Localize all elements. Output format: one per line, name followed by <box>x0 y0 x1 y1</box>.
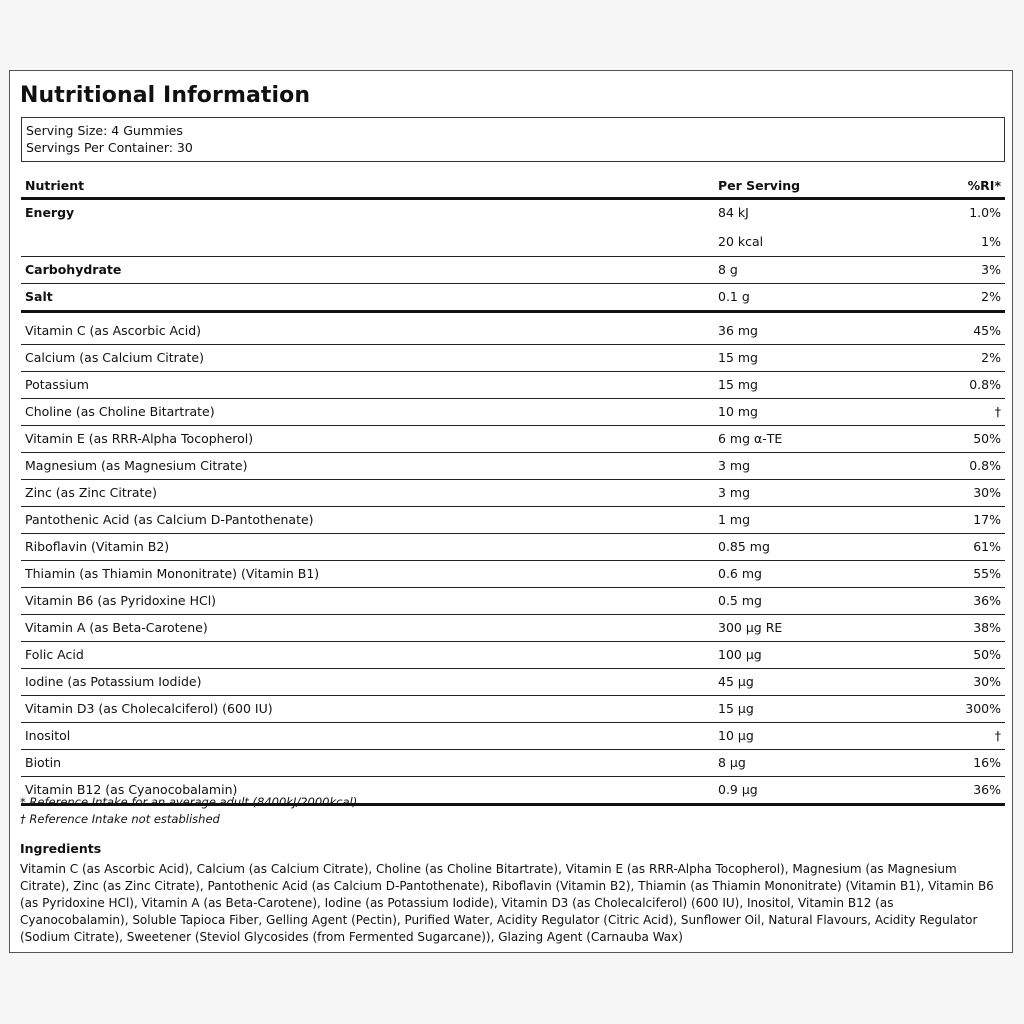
nutrient-amount: 8 μg <box>718 755 746 770</box>
nutrient-ri: 50% <box>973 647 1001 662</box>
nutrient-ri: 61% <box>973 539 1001 554</box>
page-title: Nutritional Information <box>20 83 311 108</box>
nutrient-amount: 100 μg <box>718 647 762 662</box>
nutrient-amount: 15 μg <box>718 701 754 716</box>
table-row <box>21 534 1005 561</box>
nutrient-name: Folic Acid <box>25 647 84 662</box>
ingredients-text: Vitamin C (as Ascorbic Acid), Calcium (as Calcium Citrate), Choline (as Choline Bitartrate), Vitamin E (as RRR-Alpha Tocopherol), Magnesium (as Magnesium Citrate), Zinc (as Zinc Citrate), Pantothenic Acid (as Calcium D-Pantothenate), Riboflavin (Vitamin B2), Thiamin (as Thiamin Mononitrate) (Vitamin B1), Vitamin B6 (as Pyridoxine HCl), Vitamin A (as Beta-Carotene), Iodine (as Potassium Iodide), Vitamin D3 (as Cholecalciferol) (600 IU), Inositol, Vitamin B12 (as Cyanocobalamin), Soluble Tapioca Fiber, Gelling Agent (Pectin), Purified Water, Acidity Regulator (Citric Acid), Sunflower Oil, Natural Flavours, Acidity Regulator (Sodium Citrate), Sweetener (Steviol Glycosides (from Fermented Sugarcane)), Glazing Agent (Carnauba Wax) <box>20 862 994 944</box>
nutrient-amount: 300 μg RE <box>718 620 783 635</box>
table-row <box>21 723 1005 750</box>
table-row <box>21 750 1005 777</box>
table-row <box>21 453 1005 480</box>
nutrient-name: Vitamin E (as RRR-Alpha Tocopherol) <box>25 431 254 446</box>
nutrient-amount: 0.9 μg <box>718 782 758 797</box>
table-row <box>21 313 1005 345</box>
header-ri: %RI* <box>967 178 1001 193</box>
nutrient-name: Choline (as Choline Bitartrate) <box>25 404 215 419</box>
nutrient-name: Zinc (as Zinc Citrate) <box>25 485 158 500</box>
nutrient-name: Pantothenic Acid (as Calcium D-Pantothenate) <box>25 512 314 527</box>
nutrient-name: Inositol <box>25 728 71 743</box>
nutrient-ri: 3% <box>981 262 1001 277</box>
nutrient-rows <box>21 257 1005 806</box>
footnotes <box>20 794 357 828</box>
nutrient-ri: 36% <box>973 782 1001 797</box>
nutrient-name: Magnesium (as Magnesium Citrate) <box>25 458 248 473</box>
nutrition-panel <box>9 70 1013 953</box>
nutrient-name: Riboflavin (Vitamin B2) <box>25 539 170 554</box>
nutrient-amount: 3 mg <box>718 485 751 500</box>
nutrient-ri: 36% <box>973 593 1001 608</box>
nutrient-ri: 0.8% <box>969 377 1001 392</box>
table-row <box>21 480 1005 507</box>
table-row <box>21 345 1005 372</box>
nutrient-ri: 38% <box>973 620 1001 635</box>
table-row <box>21 561 1005 588</box>
nutrient-ri: 30% <box>973 674 1001 689</box>
table-row-energy <box>21 200 1005 257</box>
nutrient-amount: 8 g <box>718 262 738 277</box>
header-per-serving: Per Serving <box>718 178 801 193</box>
nutrient-ri: 2% <box>981 350 1001 365</box>
nutrient-amount: 15 mg <box>718 377 758 392</box>
nutrient-name: Salt <box>25 289 53 304</box>
nutrient-amount: 3 mg <box>718 458 751 473</box>
header-nutrient: Nutrient <box>25 178 85 193</box>
nutrient-amount: 0.1 g <box>718 289 750 304</box>
table-row <box>21 642 1005 669</box>
nutrient-name: Vitamin D3 (as Cholecalciferol) (600 IU) <box>25 701 273 716</box>
nutrient-amount: 0.5 mg <box>718 593 762 608</box>
table-row <box>21 284 1005 313</box>
energy-kj: 84 kJ <box>718 205 749 220</box>
nutrient-amount: 0.85 mg <box>718 539 770 554</box>
nutrient-ri: 300% <box>965 701 1001 716</box>
nutrient-table <box>21 171 1005 806</box>
nutrient-ri: 30% <box>973 485 1001 500</box>
nutrient-name: Vitamin B12 (as Cyanocobalamin) <box>25 782 238 797</box>
nutrient-ri: † <box>994 728 1001 743</box>
nutrient-name: Biotin <box>25 755 61 770</box>
nutrient-name: Carbohydrate <box>25 262 122 277</box>
energy-kcal-ri: 1% <box>981 234 1001 249</box>
ingredients-title: Ingredients <box>20 841 102 856</box>
serving-size: Serving Size: 4 Gummies <box>26 123 183 138</box>
nutrient-ri: 45% <box>973 323 1001 338</box>
energy-kcal: 20 kcal <box>718 234 764 249</box>
nutrient-name: Thiamin (as Thiamin Mononitrate) (Vitamin B1) <box>25 566 320 581</box>
table-row <box>21 426 1005 453</box>
nutrient-name: Vitamin A (as Beta-Carotene) <box>25 620 208 635</box>
table-row <box>21 588 1005 615</box>
nutrient-ri: † <box>994 404 1001 419</box>
nutrient-ri: 55% <box>973 566 1001 581</box>
table-row <box>21 696 1005 723</box>
table-header-row <box>21 171 1005 200</box>
serving-info-box <box>21 117 1005 162</box>
nutrient-name: Potassium <box>25 377 89 392</box>
nutrient-ri: 2% <box>981 289 1001 304</box>
nutrient-amount: 10 mg <box>718 404 758 419</box>
dagger-footnote: † Reference Intake not established <box>20 812 220 826</box>
nutrient-ri: 50% <box>973 431 1001 446</box>
nutrient-amount: 6 mg α-TE <box>718 431 783 446</box>
nutrient-name: Vitamin B6 (as Pyridoxine HCl) <box>25 593 217 608</box>
nutrient-name: Iodine (as Potassium Iodide) <box>25 674 202 689</box>
nutrient-ri: 16% <box>973 755 1001 770</box>
nutrient-amount: 0.6 mg <box>718 566 762 581</box>
nutrient-ri: 0.8% <box>969 458 1001 473</box>
table-row <box>21 399 1005 426</box>
servings-per-container: Servings Per Container: 30 <box>26 140 193 155</box>
nutrient-amount: 10 μg <box>718 728 754 743</box>
table-row <box>21 507 1005 534</box>
nutrient-amount: 1 mg <box>718 512 751 527</box>
nutrient-amount: 15 mg <box>718 350 758 365</box>
ri-footnote: * Reference Intake for an average adult (8400kJ/2000kcal) <box>20 795 358 809</box>
table-row <box>21 372 1005 399</box>
table-row <box>21 669 1005 696</box>
table-row <box>21 257 1005 284</box>
nutrient-amount: 36 mg <box>718 323 758 338</box>
nutrient-ri: 17% <box>973 512 1001 527</box>
table-row <box>21 615 1005 642</box>
nutrient-amount: 45 μg <box>718 674 754 689</box>
nutrient-name: Vitamin C (as Ascorbic Acid) <box>25 323 202 338</box>
energy-kj-ri: 1.0% <box>969 205 1001 220</box>
nutrient-name: Calcium (as Calcium Citrate) <box>25 350 204 365</box>
energy-label: Energy <box>25 205 75 220</box>
